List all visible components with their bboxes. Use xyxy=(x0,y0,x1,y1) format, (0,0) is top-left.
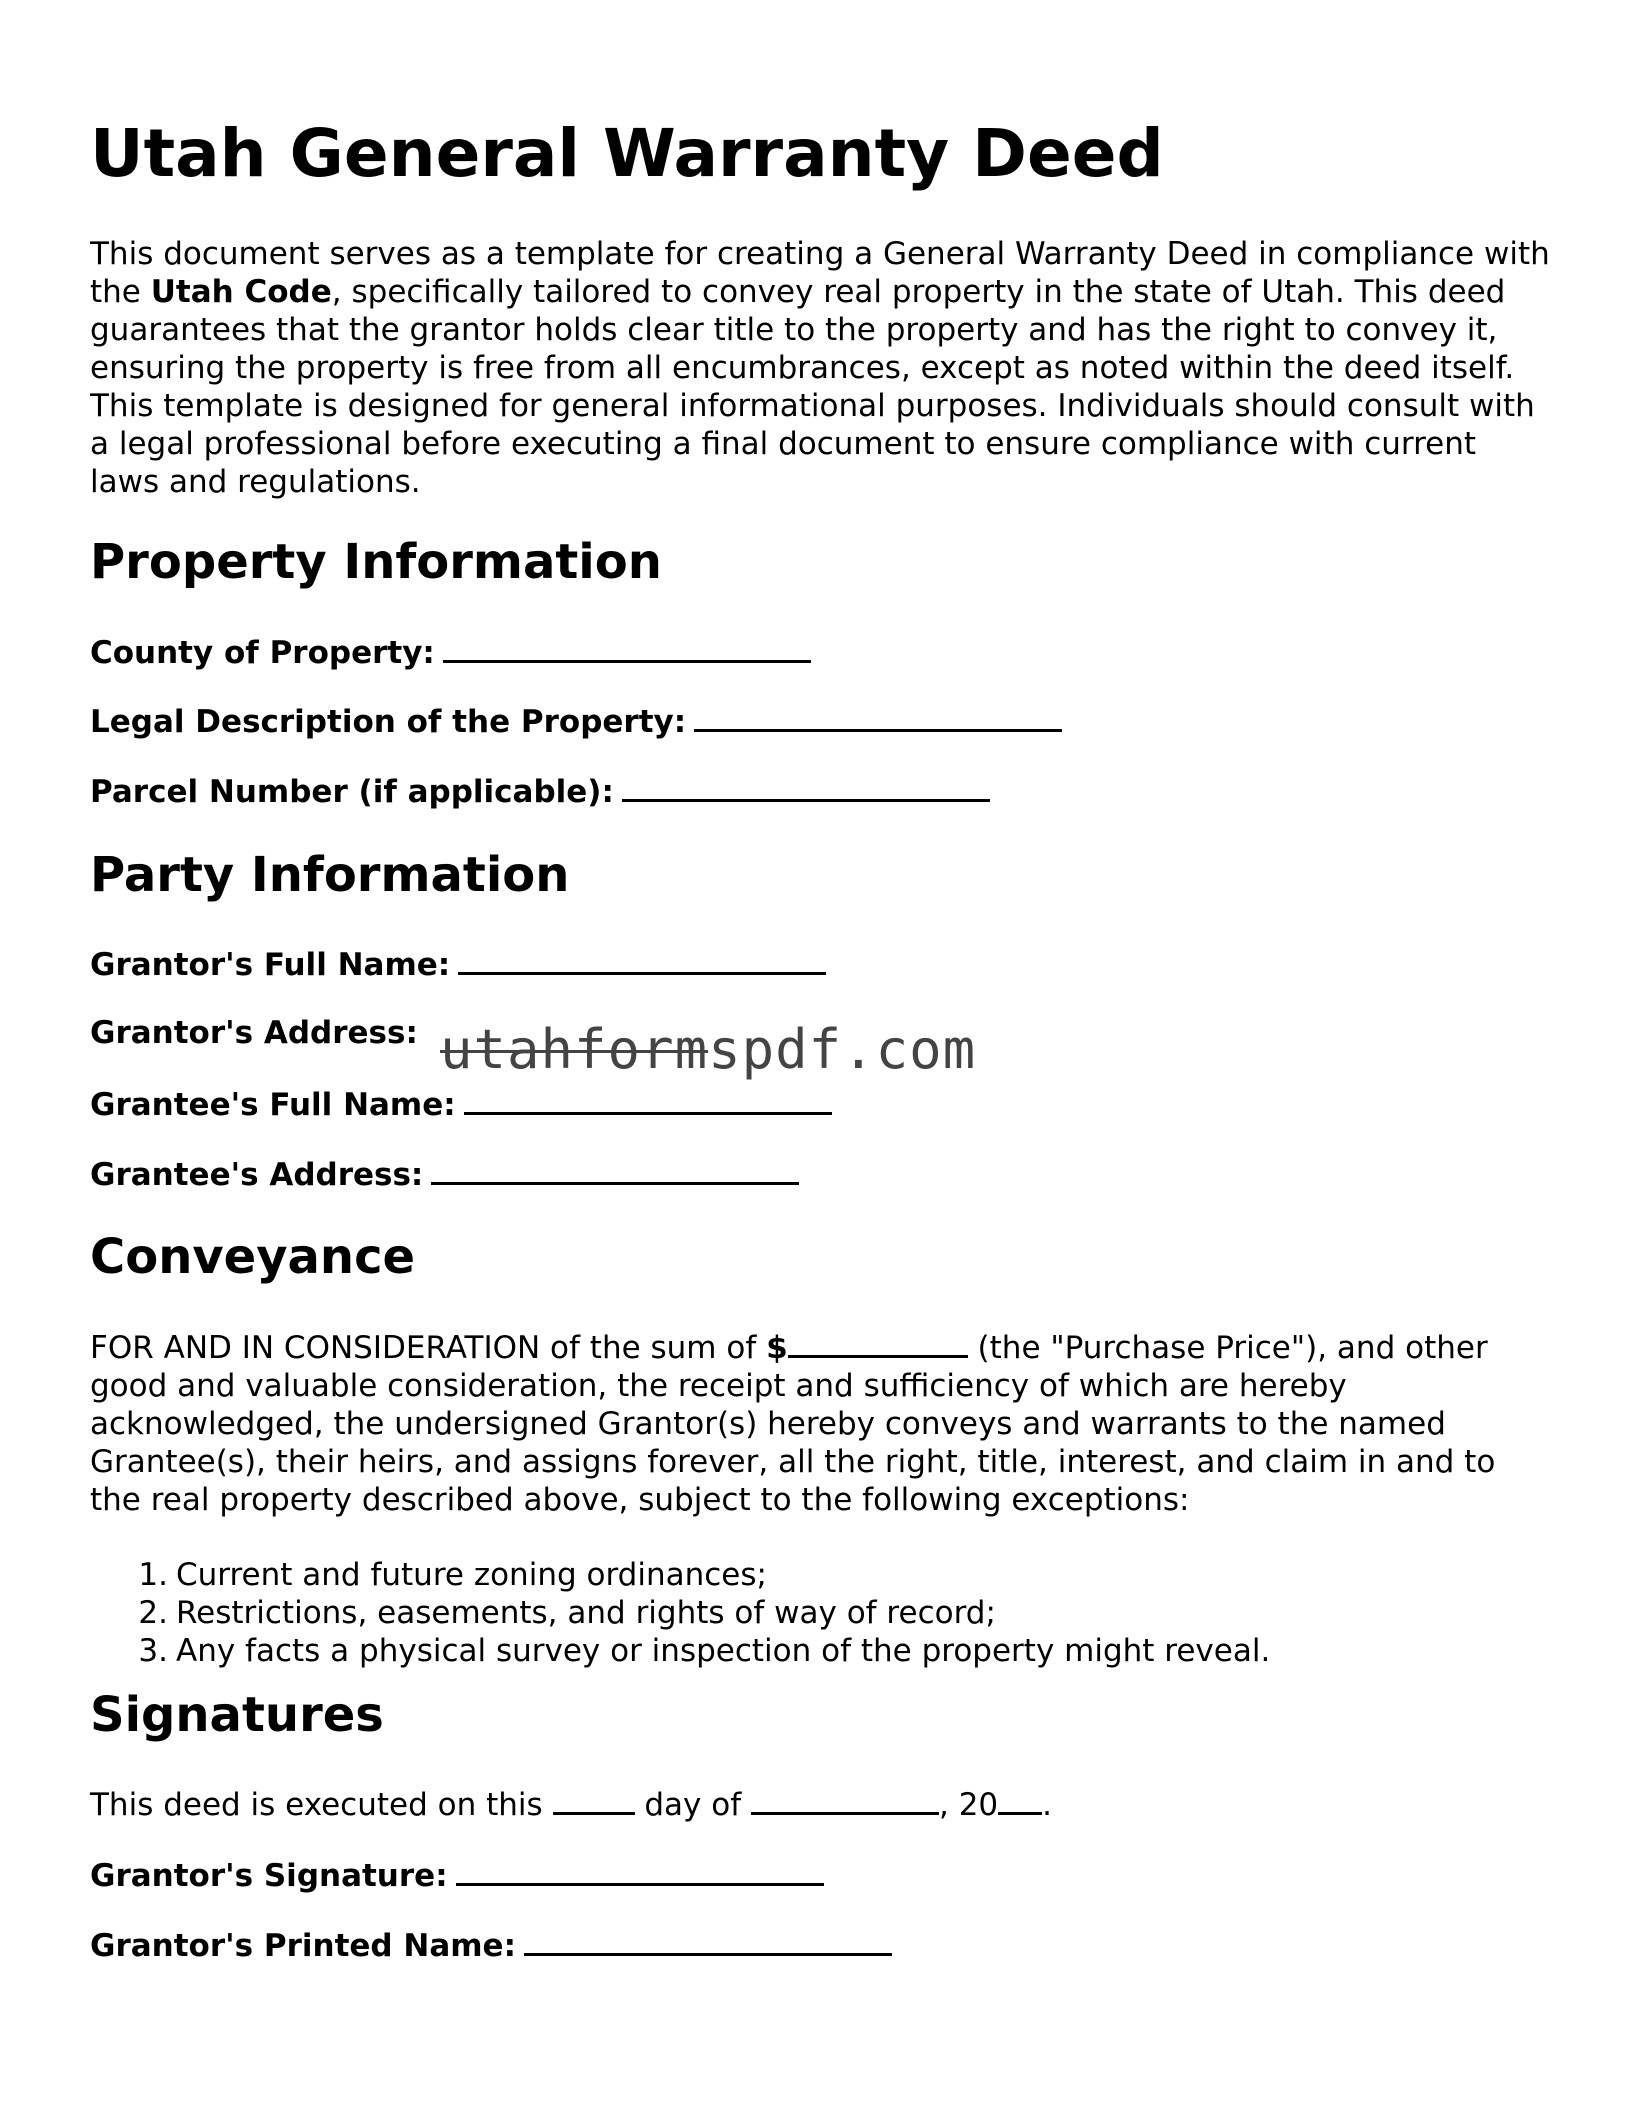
purchase-price-blank[interactable] xyxy=(788,1329,968,1358)
execution-month-blank[interactable] xyxy=(751,1786,939,1815)
party-heading: Party Information xyxy=(90,847,570,903)
grantor-signature-blank[interactable] xyxy=(456,1855,824,1886)
parcel-number-label: Parcel Number (if applicable): xyxy=(90,774,614,810)
conveyance-text-end: (the "Purchase Price"), and other good and valuable consideration, the receipt and sufficiency of which are hereby acknowledged, the undersigned Grantor(s) hereby conveys and warrants to the named Grantee(s), their heirs, and assigns forever, all the right, title, interest, and claim in and to the real property described above, subject to the following exceptions: xyxy=(90,1330,1496,1518)
legal-description-field xyxy=(90,701,1062,741)
list-text: Current and future zoning ordinances; xyxy=(176,1557,767,1593)
executed-prefix: This deed is executed on this xyxy=(90,1787,553,1823)
grantor-printed-name-label: Grantor's Printed Name: xyxy=(90,1928,516,1964)
parcel-number-field xyxy=(90,771,990,811)
parcel-number-blank[interactable] xyxy=(622,771,990,802)
currency-symbol: $ xyxy=(766,1330,788,1366)
list-number: 1. xyxy=(138,1557,168,1593)
watermark-struck-text: utahform xyxy=(440,1018,709,1081)
list-item xyxy=(90,1556,1270,1594)
list-item xyxy=(90,1632,1270,1670)
execution-date-line xyxy=(90,1786,1052,1824)
property-heading: Property Information xyxy=(90,534,662,590)
list-number: 2. xyxy=(138,1595,168,1631)
execution-day-blank[interactable] xyxy=(553,1786,635,1815)
page-title: Utah General Warranty Deed xyxy=(90,115,1164,192)
grantee-address-blank[interactable] xyxy=(431,1154,799,1185)
grantor-printed-name-field xyxy=(90,1925,892,1965)
grantor-address-label: Grantor's Address: xyxy=(90,1015,418,1051)
executed-end: . xyxy=(1042,1787,1052,1823)
list-text: Restrictions, easements, and rights of way of record; xyxy=(176,1595,996,1631)
intro-paragraph xyxy=(90,235,1550,501)
conveyance-text-start: FOR AND IN CONSIDERATION of the sum of xyxy=(90,1330,767,1366)
watermark xyxy=(440,1018,976,1082)
grantor-name-field xyxy=(90,944,826,984)
intro-text-start: This document serves as a template for creating a General Warranty Deed in compliance with the xyxy=(90,236,1550,310)
watermark-text: spdf.com xyxy=(708,1018,977,1081)
execution-year-blank[interactable] xyxy=(998,1786,1042,1815)
grantee-name-blank[interactable] xyxy=(464,1084,832,1115)
grantor-address-field xyxy=(90,1014,418,1052)
conveyance-paragraph xyxy=(90,1329,1550,1519)
legal-description-label: Legal Description of the Property: xyxy=(90,704,687,740)
executed-day-suffix: day of xyxy=(634,1787,751,1823)
grantor-signature-field xyxy=(90,1855,824,1895)
list-text: Any facts a physical survey or inspection of the property might reveal. xyxy=(176,1633,1271,1669)
conveyance-heading: Conveyance xyxy=(90,1229,416,1285)
intro-text-end: , specifically tailored to convey real property in the state of Utah. This deed guarantees that the grantor holds clear title to the property and has the right to convey it, ensuring the property is free from all encumbrances, except as noted within the deed itself. This template is designed for general informational purposes. Individuals should consult with a legal professional before executing a final document to ensure compliance with current laws and regulations. xyxy=(90,274,1535,500)
signatures-heading: Signatures xyxy=(90,1687,384,1743)
intro-bold-utah-code: Utah Code xyxy=(150,274,332,310)
grantee-address-label: Grantee's Address: xyxy=(90,1157,424,1193)
county-field xyxy=(90,632,811,672)
list-item xyxy=(90,1594,1270,1632)
executed-year-prefix: , 20 xyxy=(938,1787,999,1823)
legal-description-blank[interactable] xyxy=(694,701,1062,732)
county-label: County of Property: xyxy=(90,635,435,671)
grantee-name-label: Grantee's Full Name: xyxy=(90,1087,456,1123)
grantee-address-field xyxy=(90,1154,799,1194)
list-number: 3. xyxy=(138,1633,168,1669)
grantor-signature-label: Grantor's Signature: xyxy=(90,1858,448,1894)
grantor-name-blank[interactable] xyxy=(458,944,826,975)
grantee-name-field xyxy=(90,1084,832,1124)
exceptions-list xyxy=(90,1556,1270,1670)
county-blank[interactable] xyxy=(443,632,811,663)
grantor-printed-name-blank[interactable] xyxy=(524,1925,892,1956)
grantor-name-label: Grantor's Full Name: xyxy=(90,947,451,983)
